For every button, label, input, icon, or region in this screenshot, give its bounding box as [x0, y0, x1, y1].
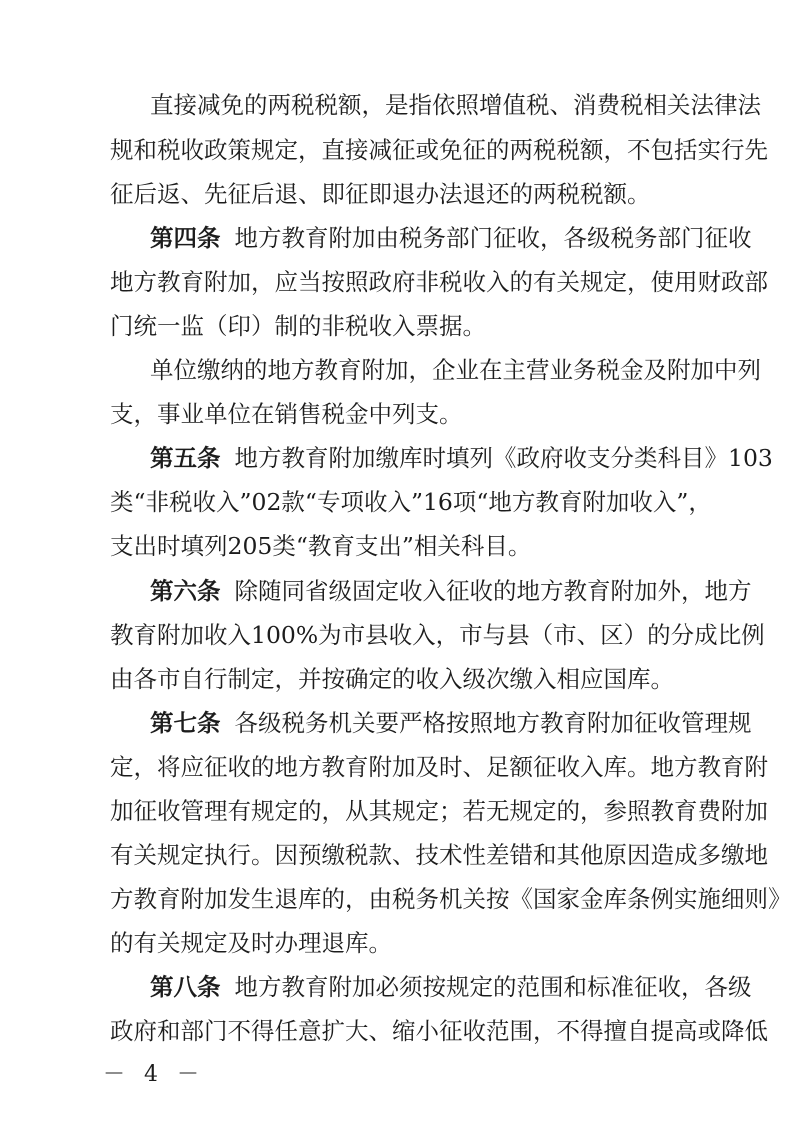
article-line: 第六条 除随同省级固定收入征收的地方教育附加外，地方: [150, 577, 752, 605]
article-line: 第五条 地方教育附加缴库时填列《政府收支分类科目》103: [150, 444, 773, 472]
article-heading: 第四条: [150, 224, 221, 252]
body-line: 由各市自行制定，并按确定的收入级次缴入相应国库。: [110, 665, 674, 693]
article-heading: 第六条: [150, 577, 221, 605]
article-heading: 第五条: [150, 444, 221, 472]
article-line: 第七条 各级税务机关要严格按照地方教育附加征收管理规: [150, 709, 752, 737]
body-line: 支出时填列205类“教育支出”相关科目。: [110, 532, 532, 560]
page-number: － 4 －: [103, 1062, 205, 1087]
body-line: 方教育附加发生退库的，由税务机关按《国家金库条例实施细则》: [110, 885, 792, 913]
body-line: 门统一监（印）制的非税收入票据。: [110, 312, 486, 340]
body-line: 有关规定执行。因预缴税款、技术性差错和其他原因造成多缴地: [110, 841, 768, 869]
article-line: 第四条 地方教育附加由税务部门征收，各级税务部门征收: [150, 224, 752, 252]
article-heading: 第七条: [150, 709, 221, 737]
body-line: 支，事业单位在销售税金中列支。: [110, 400, 463, 428]
body-line: 规和税收政策规定，直接减征或免征的两税税额，不包括实行先: [110, 136, 768, 164]
article-line: 第八条 地方教育附加必须按规定的范围和标准征收，各级: [150, 973, 752, 1001]
body-line: 政府和部门不得任意扩大、缩小征收范围，不得擅自提高或降低: [110, 1017, 768, 1045]
body-line: 的有关规定及时办理退库。: [110, 929, 392, 957]
article-heading: 第八条: [150, 973, 221, 1001]
body-line: 类“非税收入”02款“专项收入”16项“地方教育附加收入”，: [110, 488, 712, 516]
body-line: 直接减免的两税税额，是指依照增值税、消费税相关法律法: [150, 91, 761, 119]
body-line: 地方教育附加，应当按照政府非税收入的有关规定，使用财政部: [110, 268, 768, 296]
body-line: 教育附加收入100%为市县收入，市与县（市、区）的分成比例: [110, 621, 765, 649]
body-line: 定，将应征收的地方教育附加及时、足额征收入库。地方教育附: [110, 753, 768, 781]
body-line: 征后返、先征后退、即征即退办法退还的两税税额。: [110, 180, 651, 208]
body-line: 加征收管理有规定的，从其规定；若无规定的，参照教育费附加: [110, 797, 768, 825]
body-line: 单位缴纳的地方教育附加，企业在主营业务税金及附加中列: [150, 356, 761, 384]
